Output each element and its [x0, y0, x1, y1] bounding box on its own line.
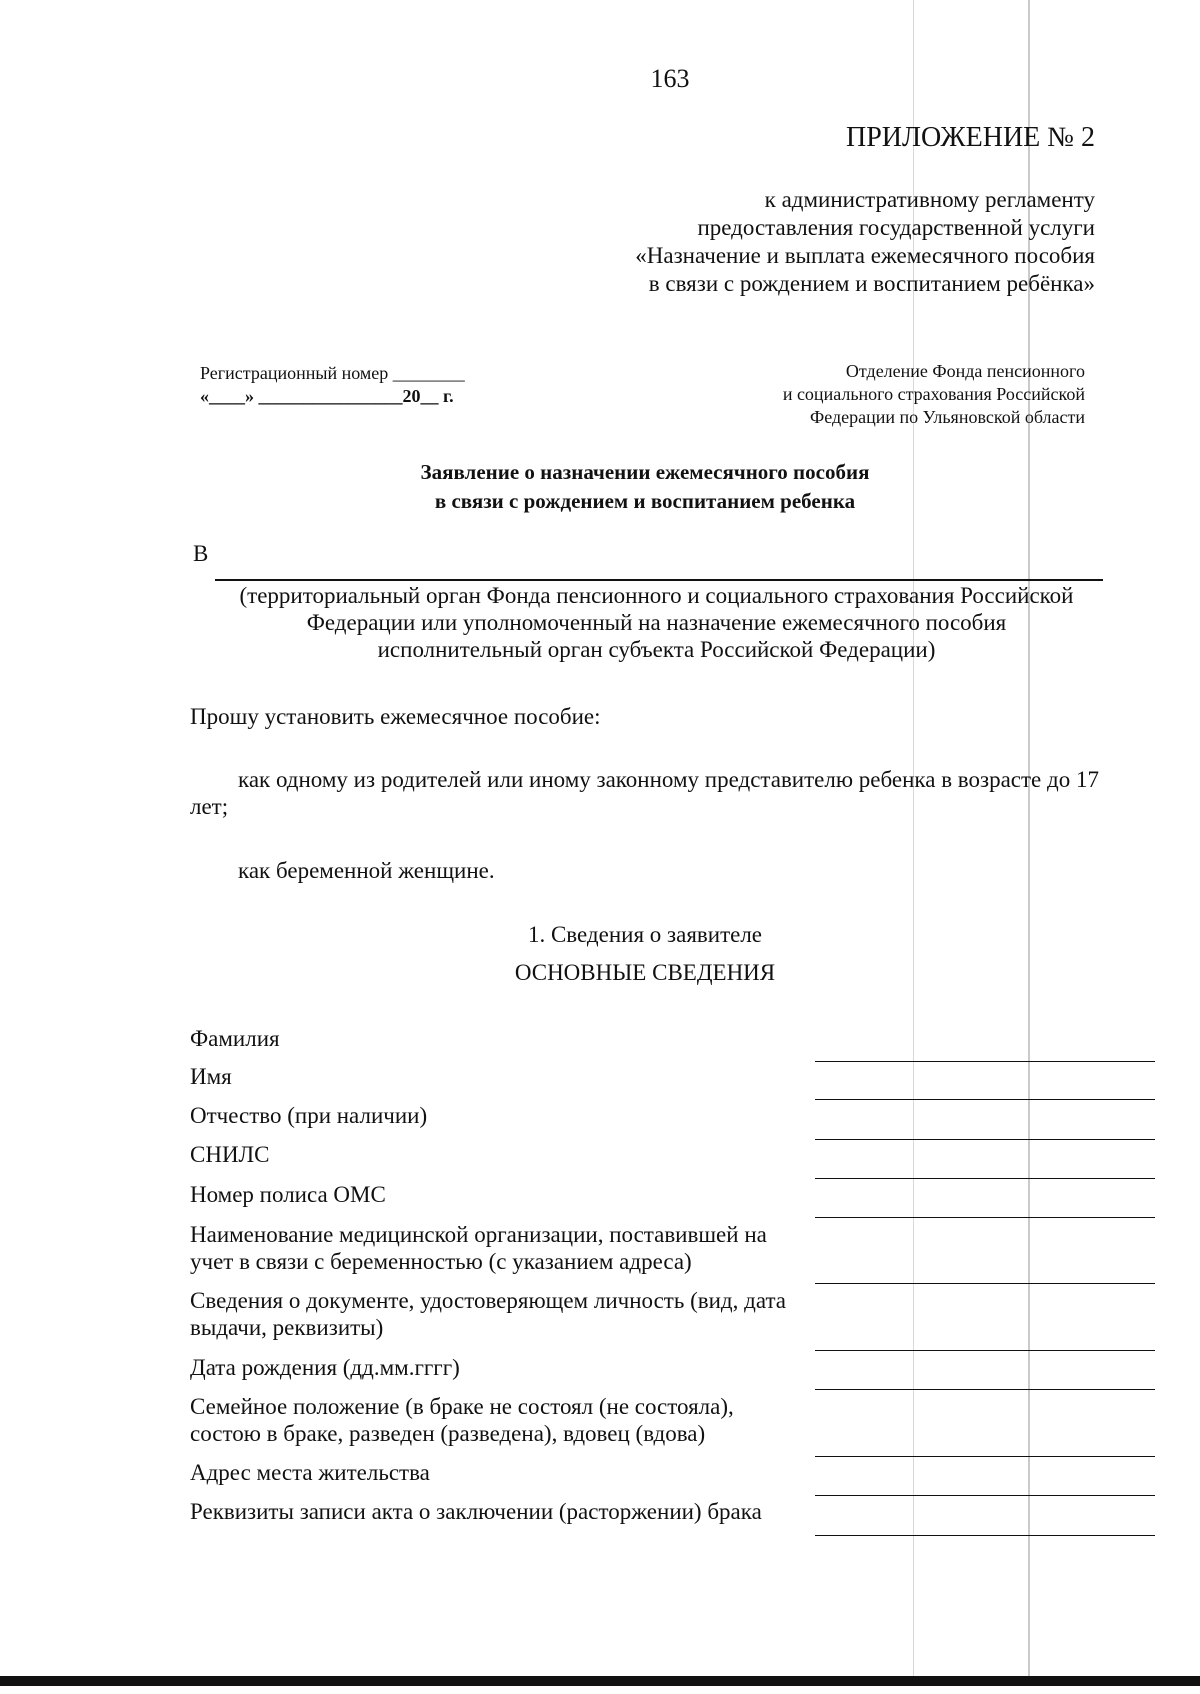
field-label-patronymic: Отчество (при наличии) — [190, 1103, 428, 1128]
field-label-oms-policy: Номер полиса ОМС — [190, 1182, 386, 1207]
field-label-identity-document: Сведения о документе, удостоверяющем личность (вид, дата выдачи, реквизиты) — [190, 1288, 786, 1340]
scan-bottom-edge — [0, 1676, 1200, 1686]
oms-policy-input-line[interactable] — [815, 1217, 1155, 1218]
section-subtitle: ОСНОВНЫЕ СВЕДЕНИЯ — [514, 960, 776, 985]
snils-input-line[interactable] — [815, 1178, 1155, 1179]
recipient-hint-line: исполнительный орган субъекта Российской Федерации) — [377, 637, 936, 662]
regulation-line: предоставления государственной услуги — [697, 215, 1095, 240]
heading-line: в связи с рождением и воспитанием ребенка — [434, 489, 856, 513]
registration-block — [200, 362, 465, 408]
name-input-line[interactable] — [815, 1099, 1155, 1100]
addressee-line: Федерации по Ульяновской области — [810, 407, 1085, 427]
marital-status-input-line[interactable] — [815, 1456, 1155, 1457]
heading-line: Заявление о назначении ежемесячного пособия — [420, 460, 870, 484]
field-label-marriage-record: Реквизиты записи акта о заключении (расторжении) брака — [190, 1499, 762, 1524]
birth-date-input-line[interactable] — [815, 1389, 1155, 1390]
recipient-hint-line: (территориальный орган Фонда пенсионного и социального страхования Российской — [239, 583, 1074, 608]
regulation-reference — [535, 186, 1095, 298]
registration-number-label: Регистрационный номер ________ — [200, 363, 465, 383]
registration-date-field: «____» ________________20__ г. — [200, 386, 454, 406]
medical-organization-input-line[interactable] — [815, 1283, 1155, 1284]
addressee-line: и социального страхования Российской — [782, 384, 1085, 404]
field-label-snils: СНИЛС — [190, 1142, 270, 1167]
regulation-line: в связи с рождением и воспитанием ребёнка» — [648, 271, 1095, 296]
field-label-birth-date: Дата рождения (дд.мм.гггг) — [190, 1355, 460, 1380]
benefit-option-pregnant[interactable]: как беременной женщине. — [238, 858, 495, 883]
benefit-option-parent[interactable]: как одному из родителей или иному законному представителю ребенка в возрасте до 17 лет; — [190, 767, 1099, 819]
field-label-residence-address: Адрес места жительства — [190, 1460, 430, 1485]
field-label-name: Имя — [190, 1064, 232, 1089]
recipient-hint — [210, 582, 1103, 663]
identity-document-input-line[interactable] — [815, 1350, 1155, 1351]
document-heading — [0, 458, 1200, 516]
residence-address-input-line[interactable] — [815, 1495, 1155, 1496]
marriage-record-input-line[interactable] — [815, 1535, 1155, 1536]
field-label-surname: Фамилия — [190, 1026, 280, 1051]
page-number: 163 — [650, 64, 690, 93]
addressee-block — [665, 360, 1085, 429]
patronymic-input-line[interactable] — [815, 1139, 1155, 1140]
section-title: 1. Сведения о заявителе — [527, 922, 763, 947]
recipient-hint-line: Федерации или уполномоченный на назначение ежемесячного пособия — [306, 610, 1007, 635]
recipient-prefix: В — [193, 541, 209, 566]
regulation-line: «Назначение и выплата ежемесячного пособия — [635, 243, 1095, 268]
regulation-line: к административному регламенту — [764, 187, 1095, 212]
field-label-medical-organization: Наименование медицинской организации, поставившей на учет в связи с беременностью (с указанием адреса) — [190, 1222, 767, 1274]
registration-number-field — [200, 362, 465, 385]
addressee-line: Отделение Фонда пенсионного — [845, 361, 1085, 381]
recipient-input-line[interactable] — [215, 579, 1103, 581]
appendix-title: ПРИЛОЖЕНИЕ № 2 — [846, 122, 1095, 153]
request-intro: Прошу установить ежемесячное пособие: — [190, 704, 601, 729]
surname-input-line[interactable] — [815, 1061, 1155, 1062]
field-label-marital-status: Семейное положение (в браке не состоял (не состояла), состою в браке, разведен (разведена), вдовец (вдова) — [190, 1394, 734, 1446]
